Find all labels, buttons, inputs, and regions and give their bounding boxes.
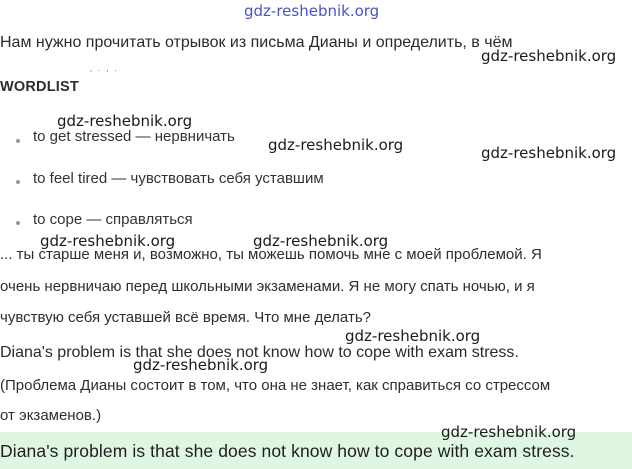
watermark: gdz-reshebnik.org bbox=[441, 423, 577, 441]
letter-line: ... ты старше меня и, возможно, ты можешь помочь мне с моей проблемой. Я bbox=[0, 246, 542, 263]
explanation-english: Diana's problem is that she does not know how to cope with exam stress. bbox=[0, 344, 519, 361]
bullet-icon bbox=[16, 180, 20, 184]
watermark: gdz-reshebnik.org bbox=[345, 327, 481, 345]
explanation-russian-line: от экзаменов.) bbox=[0, 407, 102, 424]
watermark: gdz-reshebnik.org bbox=[481, 47, 617, 65]
watermark: gdz-reshebnik.org bbox=[57, 112, 193, 130]
bullet-icon bbox=[16, 221, 20, 225]
watermark: gdz-reshebnik.org bbox=[268, 136, 404, 154]
wordlist-item: to cope — справляться bbox=[33, 211, 193, 228]
watermark: gdz-reshebnik.org bbox=[133, 356, 269, 374]
watermark: gdz-reshebnik.org bbox=[244, 2, 380, 20]
intro-text: Нам нужно прочитать отрывок из письма Дианы и определить, в чём bbox=[0, 34, 513, 51]
bullet-icon bbox=[16, 139, 20, 143]
explanation-russian-line: (Проблема Дианы состоит в том, что она не знает, как справиться со стрессом bbox=[0, 377, 551, 394]
answer-text: Diana's problem is that she does not know how to cope with exam stress. bbox=[0, 441, 575, 461]
letter-line: чувствую себя уставшей всё время. Что мне делать? bbox=[0, 309, 371, 326]
cut-text-fragment: ‚ . ‚ . bbox=[90, 64, 119, 73]
wordlist-heading: WORDLIST bbox=[0, 79, 79, 95]
watermark: gdz-reshebnik.org bbox=[40, 232, 176, 250]
watermark: gdz-reshebnik.org bbox=[481, 144, 617, 162]
letter-line: очень нервничаю перед школьными экзаменами. Я не могу спать ночью, и я bbox=[0, 278, 535, 295]
watermark: gdz-reshebnik.org bbox=[253, 232, 389, 250]
wordlist-item: to feel tired — чувствовать себя уставшим bbox=[33, 170, 324, 187]
wordlist-item: to get stressed — нервничать bbox=[33, 128, 235, 145]
